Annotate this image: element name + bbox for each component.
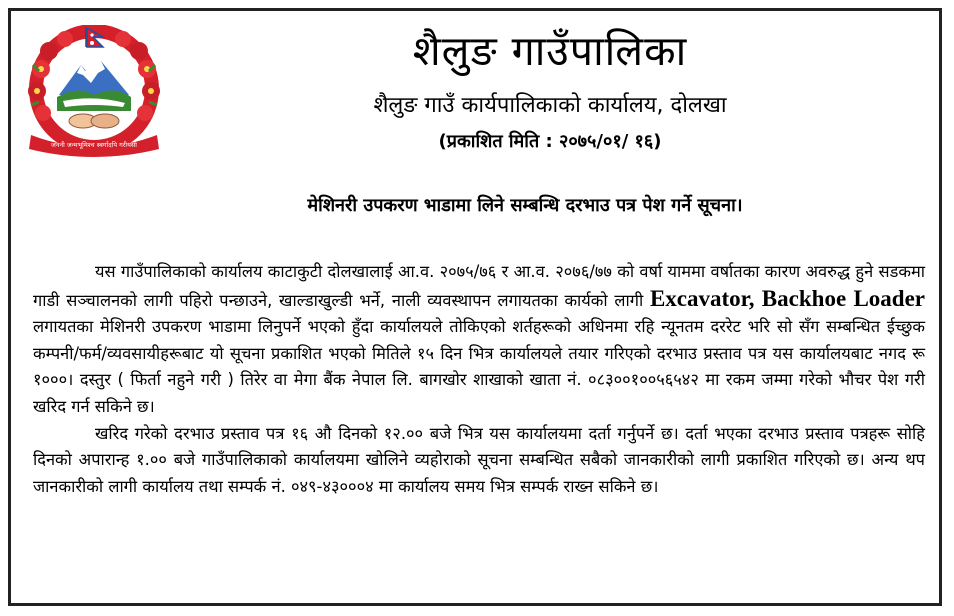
published-date: (प्रकाशित मिति : २०७५/०१/ १६): [438, 131, 662, 152]
notice-paragraph-2: खरिद गरेको दरभाउ प्रस्ताव पत्र १६ औ दिनको १२.०० बजे भित्र यस कार्यालयमा दर्ता गर्नुपर्ने छ। दर्ता भएका दरभाउ प्रस्ताव पत्रहरू सोहि दिनको अपारान्ह १.०० बजे गाउँपालिकाको कार्यालयमा खोलिने व्यहोराको सूचना सम्बन्धित सबैको जानकारीको लागी प्रकाशित गरिएको छ। अन्य थप जानकारीको लागी कार्यालय तथा सम्पर्क नं. ०४९-४३०००४ मा कार्यालय समय भित्र सम्पर्क राख्न सकिने छ।: [33, 423, 925, 496]
nepal-government-emblem-icon: [19, 25, 169, 161]
mountain-icon: [59, 61, 129, 95]
notice-heading: मेशिनरी उपकरण भाडामा लिने सम्बन्धि दरभाउ पत्र पेश गर्ने सूचना।: [307, 195, 743, 216]
handshake-icon: [69, 114, 119, 128]
paragraph-1-rest: लगायतका मेशिनरी उपकरण भाडामा लिनुपर्ने भएको हुँदा कार्यालयले तोकिएको शर्तहरूको अधिनमा रहि न्यूनतम दररेट भरि सो सँग सम्बन्धित ईच्छुक कम्पनी/फर्म/व्यवसायीहरूबाट यो सूचना प्रकाशित भएको मितिले १५ दिन भित्र कार्यालयले तयार गरिएको दरभाउ प्रस्ताव पत्र यस कार्यालयबाट नगद रू १०००। दस्तुर ( फिर्ता नहुने गरी ) तिरेर वा मेगा बैंक नेपाल लि. बागखोर शाखाको खाता नं. ०८३००१००५६५४२ मा रकम जम्मा गरेको भौचर पेश गरी खरिद गर्न सकिने छ।: [33, 317, 925, 416]
office-subtitle: शैलुङ गाउँ कार्यपालिकाको कार्यालय, दोलखा: [373, 93, 727, 118]
notice-frame: [8, 8, 942, 606]
notice-body: [33, 259, 925, 500]
machinery-names: Excavator, Backhoe Loader: [649, 285, 925, 311]
notice-paragraph-1: [33, 259, 925, 421]
motto-text: जननी जन्मभूमिश्च स्वर्गादपि गरीयसी: [51, 141, 137, 149]
paragraph-1-intro: यस गाउँपालिकाको कार्यालय काटाकुटी दोलखालाई आ.व. २०७५/७६ र आ.व. २०७६/७७ को वर्षा याममा वर्षातका कारण अवरुद्ध हुने सडकमा गाडी सञ्चालनको लागी पहिरो पन्छाउने, खाल्डाखुल्डी भर्ने, नाली व्यवस्थापन लगायतका कार्यको लागी: [33, 262, 925, 310]
municipality-title: शैलुङ गाउँपालिका: [412, 27, 688, 75]
